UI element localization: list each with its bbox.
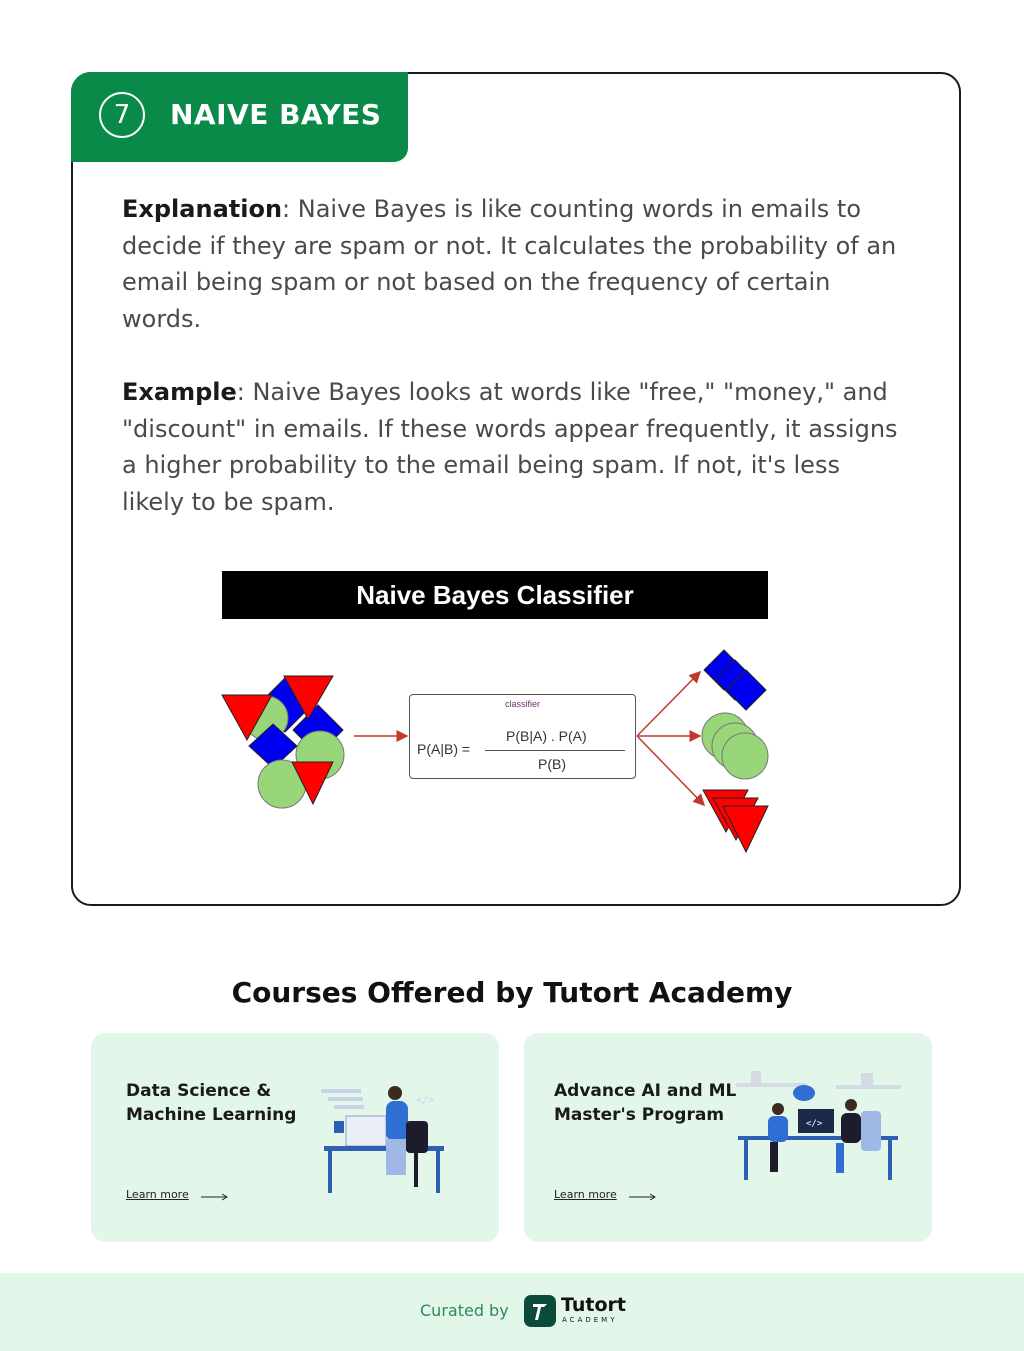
- output-diamonds: [704, 650, 766, 710]
- output-arrow-top: [637, 672, 700, 736]
- example-label: Example: [122, 378, 237, 406]
- section-title: NAIVE BAYES: [170, 98, 382, 131]
- input-shapes-cluster: [222, 676, 344, 808]
- person-at-desk-illustration: [316, 1081, 456, 1196]
- arrow-right-icon: [201, 1193, 229, 1201]
- brand-subtitle: ACADEMY: [562, 1316, 618, 1324]
- course-card-ai-ml[interactable]: [524, 1033, 932, 1242]
- courses-heading: Courses Offered by Tutort Academy: [231, 976, 793, 1009]
- course-name: Data Science & Machine Learning: [126, 1081, 297, 1125]
- explanation-text: : Naive Bayes is like counting words in emails to decide if they are spam or not. It calculates the probability of an email being spam or not based on the frequency of certain words.: [122, 195, 897, 334]
- formula-denominator: P(B): [538, 756, 566, 772]
- classifier-label: classifier: [504, 699, 540, 709]
- learn-more-link[interactable]: Learn more: [126, 1188, 189, 1201]
- diagram-title-banner: Naive Bayes Classifier: [222, 571, 768, 619]
- output-circles: [702, 713, 768, 779]
- section-number: 7: [99, 92, 145, 138]
- course-name: Advance AI and ML Master's Program: [554, 1081, 737, 1125]
- formula-lhs: P(A|B) =: [417, 741, 471, 757]
- output-triangles: [703, 790, 768, 852]
- arrow-right-icon: [629, 1193, 657, 1201]
- explanation-label: Explanation: [122, 195, 283, 223]
- svg-text:</>: </>: [806, 1119, 823, 1129]
- tutort-logo-icon: [524, 1295, 556, 1327]
- output-arrow-bottom: [637, 736, 704, 805]
- formula-numerator: P(B|A) . P(A): [506, 728, 587, 744]
- brand-name: Tutort: [561, 1294, 626, 1316]
- formula-fraction-bar: [485, 750, 625, 751]
- learn-more-link[interactable]: Learn more: [554, 1188, 617, 1201]
- curated-by-text: Curated by: [420, 1301, 509, 1320]
- example-text: : Naive Bayes looks at words like "free," "money," and "discount" in emails. If these words appear frequently, it assigns a higher probability to the email being spam. If not, it's less likely to be spam.: [122, 378, 898, 517]
- circle-shape: [722, 733, 768, 779]
- classifier-box: [409, 694, 636, 779]
- course-card-data-science[interactable]: [91, 1033, 499, 1242]
- team-coding-illustration: [736, 1063, 906, 1193]
- footer: [0, 1273, 1024, 1351]
- svg-text:</>: </>: [416, 1095, 435, 1106]
